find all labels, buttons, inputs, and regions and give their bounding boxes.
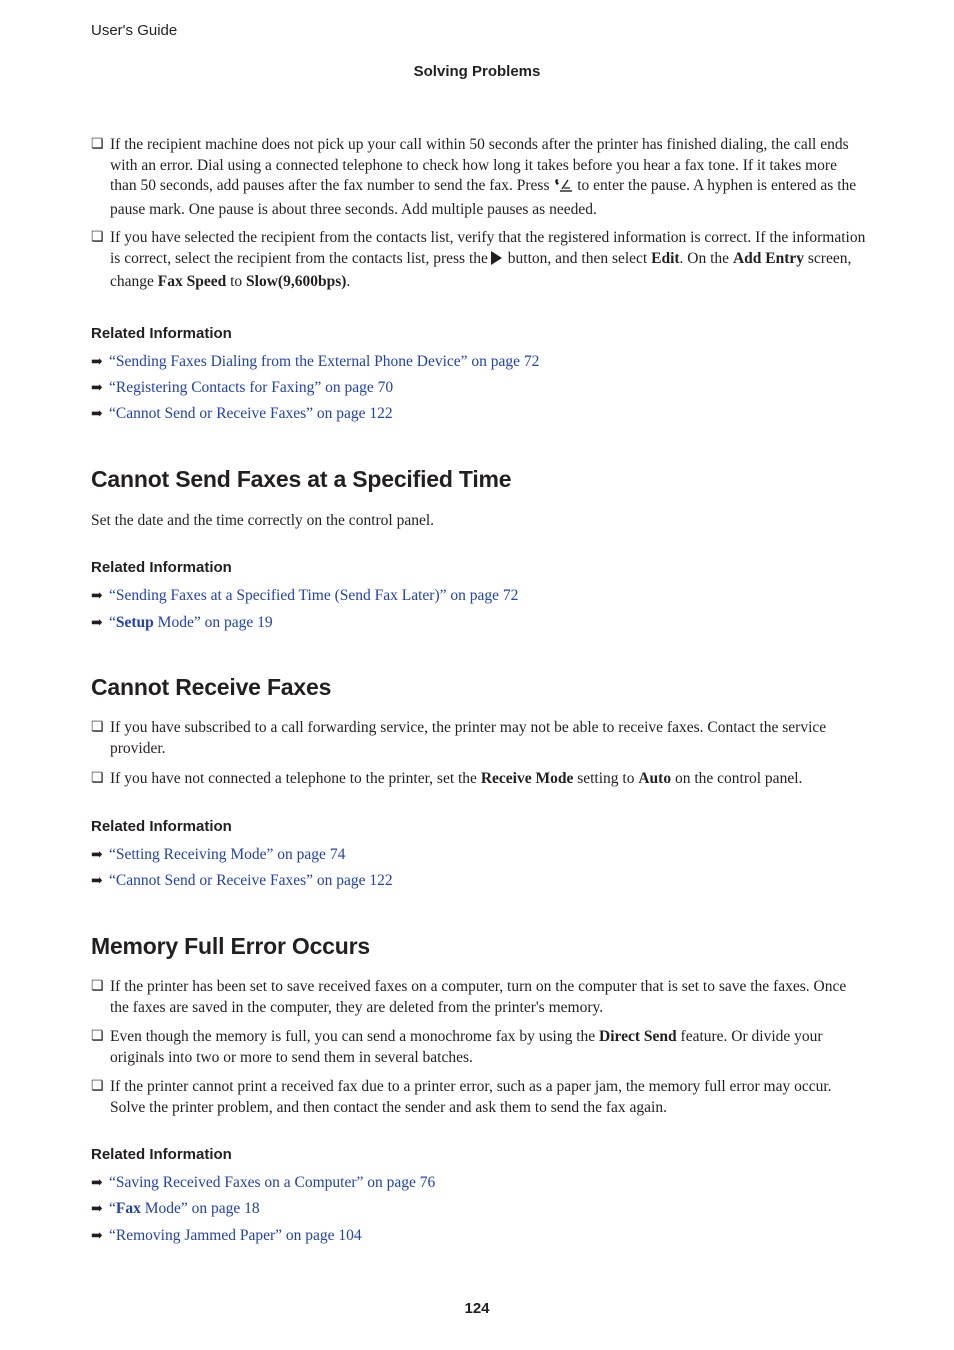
checkbox-bullet-icon: ❏ <box>91 720 104 735</box>
section-heading: Cannot Receive Faxes <box>91 674 332 700</box>
arrow-right-icon: ➡ <box>91 616 103 631</box>
checkbox-bullet-icon: ❏ <box>91 1079 104 1094</box>
checkbox-bullet-icon: ❏ <box>91 979 104 994</box>
arrow-right-icon: ➡ <box>91 355 103 370</box>
arrow-right-icon: ➡ <box>91 1176 103 1191</box>
list-item: ❏ If you have not connected a telephone to the printer, set the Receive Mode setting to Auto on the control panel. <box>91 769 866 790</box>
related-link[interactable]: ➡ “Cannot Send or Receive Faxes” on page 122 <box>91 404 393 425</box>
section-heading: Cannot Send Faxes at a Specified Time <box>91 466 512 492</box>
checkbox-bullet-icon: ❏ <box>91 771 104 786</box>
running-header-guide: User's Guide <box>91 22 178 39</box>
arrow-right-icon: ➡ <box>91 589 103 604</box>
related-information-heading: Related Information <box>91 559 232 576</box>
related-link[interactable]: ➡ “Removing Jammed Paper” on page 104 <box>91 1226 362 1247</box>
related-link[interactable]: ➡ “Sending Faxes at a Specified Time (Send Fax Later)” on page 72 <box>91 586 518 607</box>
arrow-right-icon: ➡ <box>91 848 103 863</box>
right-triangle-icon <box>488 250 504 273</box>
related-link[interactable]: ➡ “Setting Receiving Mode” on page 74 <box>91 845 345 866</box>
arrow-right-icon: ➡ <box>91 874 103 889</box>
related-information-heading: Related Information <box>91 1146 232 1163</box>
related-link[interactable]: ➡ “Registering Contacts for Faxing” on page 70 <box>91 378 393 399</box>
arrow-right-icon: ➡ <box>91 381 103 396</box>
related-information-heading: Related Information <box>91 325 232 342</box>
body-paragraph: Set the date and the time correctly on the control panel. <box>91 512 435 529</box>
list-item: ❏ If you have subscribed to a call forwarding service, the printer may not be able to receive faxes. Contact the service provider. <box>91 719 827 757</box>
arrow-right-icon: ➡ <box>91 1202 103 1217</box>
list-item: ❏ If the printer has been set to save received faxes on a computer, turn on the computer that is set to save the faxes. Once the faxes are saved in the computer, they are deleted from the printer's memory. <box>91 978 847 1016</box>
list-item: ❏ If the recipient machine does not pick up your call within 50 seconds after the printer has finished dialing, the call ends with an error. Dial using a connected telephone to check how long it takes before you hear a fax tone. If it takes more than 50 seconds, add pauses after the fax number to send the fax. Press to enter the pause. A hyphen is entered as the pause mark. One pause is about three seconds. Add multiple pauses as needed. <box>91 136 857 218</box>
related-link[interactable]: ➡ “Saving Received Faxes on a Computer” on page 76 <box>91 1173 435 1194</box>
related-link[interactable]: ➡ “Sending Faxes Dialing from the External Phone Device” on page 72 <box>91 352 539 373</box>
arrow-right-icon: ➡ <box>91 407 103 422</box>
checkbox-bullet-icon: ❏ <box>91 1029 104 1044</box>
running-header-chapter: Solving Problems <box>413 63 541 80</box>
related-link[interactable]: ➡ “Fax Mode” on page 18 <box>91 1199 260 1220</box>
related-link[interactable]: ➡ “Setup Mode” on page 19 <box>91 613 273 634</box>
list-item: ❏ If the printer cannot print a received fax due to a printer error, such as a paper jam, the memory full error may occur. Solve the printer problem, and then contact the sender and ask them to send the fax again. <box>91 1078 832 1116</box>
checkbox-bullet-icon: ❏ <box>91 230 104 245</box>
arrow-right-icon: ➡ <box>91 1229 103 1244</box>
checkbox-bullet-icon: ❏ <box>91 137 104 152</box>
list-item: ❏ If you have selected the recipient from the contacts list, verify that the registered information is correct. If the information is correct, select the recipient from the contacts list, press the button, and then select Edit. On the Add Entry screen, change Fax Speed to Slow(9,600bps). <box>91 229 866 290</box>
page-number: 124 <box>464 1300 490 1317</box>
pause-dial-icon <box>553 177 573 200</box>
section-heading: Memory Full Error Occurs <box>91 933 370 959</box>
related-link[interactable]: ➡ “Cannot Send or Receive Faxes” on page 122 <box>91 871 393 892</box>
related-information-heading: Related Information <box>91 818 232 835</box>
list-item: ❏ Even though the memory is full, you can send a monochrome fax by using the Direct Send feature. Or divide your originals into two or more to send them in several batches. <box>91 1028 823 1066</box>
